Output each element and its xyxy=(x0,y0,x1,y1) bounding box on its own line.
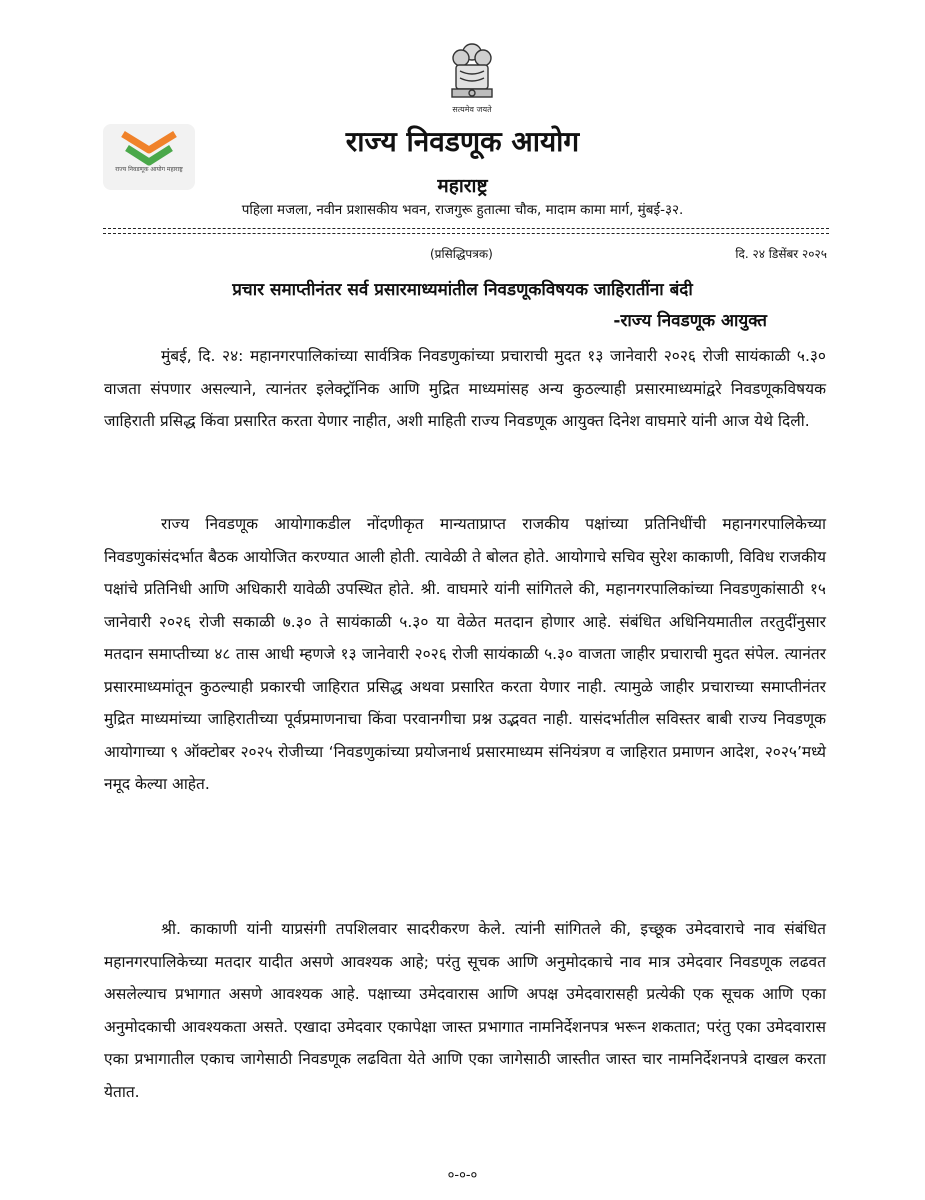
national-emblem-icon xyxy=(440,38,504,114)
office-address: पहिला मजला, नवीन प्रशासकीय भवन, राजगुरू हुतात्मा चौक, मादाम कामा मार्ग, मुंबई-३२. xyxy=(241,202,684,218)
end-marker: ०-०-० xyxy=(447,1168,478,1183)
header-divider-bottom xyxy=(103,233,829,234)
body-paragraph-3: श्री. काकाणी यांनी याप्रसंगी तपशिलवार सादरीकरण केले. त्यांनी सांगितले की, इच्छूक उमेदवाराचे नाव संबंधित महानगरपालिकेच्या मतदार यादीत असणे आवश्यक आहे; परंतु सूचक आणि अनुमोदकाचे नाव मात्र उमेदवार निवडणूक लढवत असलेल्याच प्रभागात असणे आवश्यक आहे. पक्षाच्या उमेदवारास आणि अपक्ष उमेदवारासही प्रत्येकी एक सूचक आणि एका अनुमोदकाची आवश्यकता असते. एखादा उमेदवार एकापेक्षा जास्त प्रभागात नामनिर्देशनपत्र भरून शकतात; परंतु एका उमेदवारास एका प्रभागातील एकाच जागेसाठी निवडणूक लढविता येते आणि एका जागेसाठी जास्तीत जास्त चार नामनिर्देशनपत्रे दाखल करता येतात. xyxy=(104,920,826,1101)
state-name: महाराष्ट्र xyxy=(437,175,488,197)
body-paragraph-1: मुंबई, दि. २४: महानगरपालिकांच्या सार्वत्रिक निवडणुकांच्या प्रचाराची मुदत १३ जानेवारी २०२६ रोजी सायंकाळी ५.३० वाजता संपणार असल्याने, त्यानंतर इलेक्ट्रॉनिक आणि मुद्रित माध्यमांसह अन्य कुठल्याही प्रसारमाध्यमांद्वरे निवडणूकविषयक जाहिराती प्रसिद्ध किंवा प्रसारित करता येणार नाहीत, अशी माहिती राज्य निवडणूक आयुक्त दिनेश वाघमारे यांनी आज येथे दिली. xyxy=(104,347,826,430)
header-divider-top xyxy=(103,228,829,229)
release-date: दि. २४ डिसेंबर २०२५ xyxy=(735,247,827,261)
emblem-caption: सत्यमेव जयते xyxy=(452,105,492,114)
body-paragraph-2: राज्य निवडणूक आयोगाकडील नोंदणीकृत मान्यताप्राप्त राजकीय पक्षांच्या प्रतिनिधींची महानगरपालिकेच्या निवडणुकांसंदर्भात बैठक आयोजित करण्यात आली होती. त्यावेळी ते बोलत होते. आयोगाचे सचिव सुरेश काकाणी, विविध राजकीय पक्षांचे प्रतिनिधी आणि अधिकारी यावेळी उपस्थित होते. श्री. वाघमारे यांनी सांगितले की, महानगरपालिकांच्या निवडणुकांसाठी १५ जानेवारी २०२६ रोजी सकाळी ७.३० ते सायंकाळी ५.३० या वेळेत मतदान होणार आहे. संबंधित अधिनियमातील तरतुदींनुसार मतदान समाप्तीच्या ४८ तास आधी म्हणजे १३ जानेवारी २०२६ रोजी सायंकाळी ५.३० वाजता जाहीर प्रचाराची मुदत संपेल. त्यानंतर प्रसारमाध्यमांतून कुठल्याही प्रकारची जाहिरात प्रसिद्ध अथवा प्रसारित करता येणार नाही. त्यामुळे जाहीर प्रचाराच्या समाप्तीनंतर मुद्रित माध्यमांच्या जाहिरातीच्या पूर्वप्रमाणनाचा किंवा परवानगीचा प्रश्न उद्भवत नाही. यासंदर्भातील सविस्तर बाबी राज्य निवडणूक आयोगाच्या ९ ऑक्टोबर २०२५ रोजीच्या ‘निवडणुकांच्या प्रयोजनार्थ प्रसारमाध्यम संनियंत्रण व जाहिरात प्रमाणन आदेश, २०२५’मध्ये नमूद केल्या आहेत. xyxy=(104,515,826,793)
byline: -राज्य निवडणूक आयुक्त xyxy=(613,311,767,331)
headline: प्रचार समाप्तीनंतर सर्व प्रसारमाध्यमांतील निवडणूकविषयक जाहिरातींना बंदी xyxy=(232,280,693,300)
logo-caption: राज्य निवडणूक आयोग महाराष्ट्र xyxy=(115,166,183,173)
organization-title: राज्य निवडणूक आयोग xyxy=(345,125,580,158)
press-release-tag: (प्रसिद्धिपत्रक) xyxy=(430,247,493,261)
